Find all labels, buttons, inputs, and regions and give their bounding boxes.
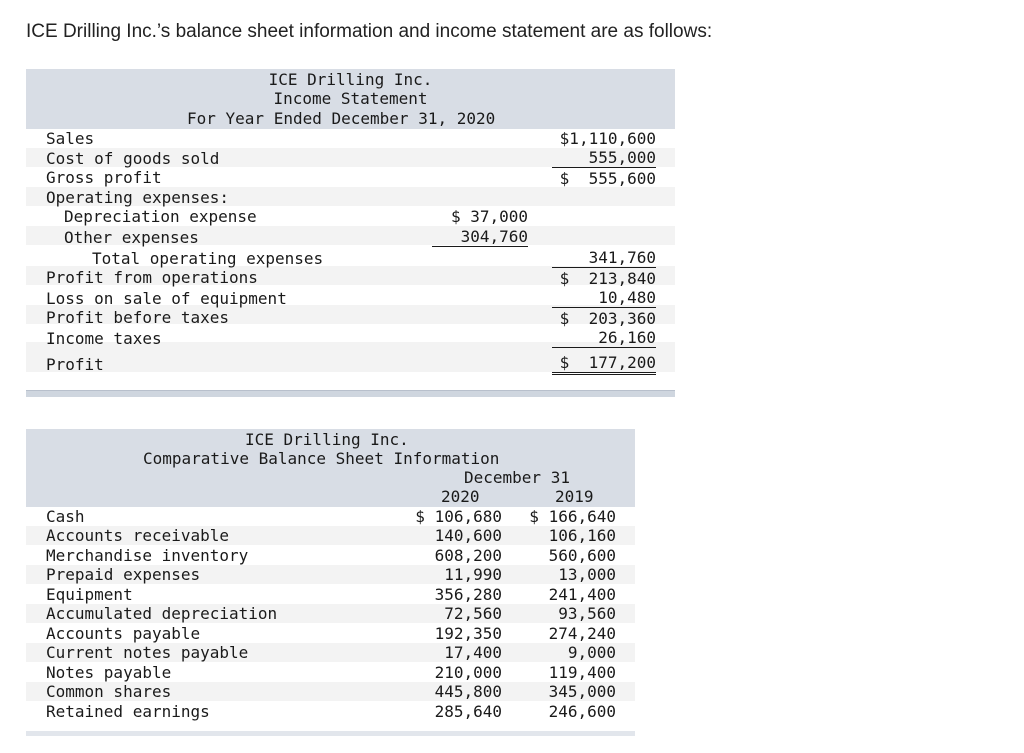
income-ops-amount: $ 213,840 xyxy=(559,269,656,288)
intro-text: ICE Drilling Inc.’s balance sheet information and income statement are as follows: xyxy=(26,21,713,42)
balance-row-2020: 210,000 xyxy=(434,662,502,682)
income-sales-amount: $1,110,600 xyxy=(559,129,656,148)
balance-row-2020: 192,350 xyxy=(434,623,502,643)
balance-row-label: Accounts receivable xyxy=(46,526,230,546)
income-label-dep: Depreciation expense xyxy=(64,207,257,226)
income-label-ops: Profit from operations xyxy=(46,268,258,287)
income-statement xyxy=(26,69,675,385)
balance-row-label: Retained earnings xyxy=(46,701,210,721)
income-label-other: Other expenses xyxy=(64,228,199,247)
income-pbt-amount: $ 203,360 xyxy=(559,309,656,328)
income-title: Income Statement xyxy=(273,89,428,108)
balance-row-label: Cash xyxy=(46,507,85,526)
balance-row-2019: 9,000 xyxy=(567,643,616,663)
balance-row-2019: 241,400 xyxy=(548,584,616,604)
balance-row-2019: 560,600 xyxy=(548,545,616,565)
income-gross-amount: $ 555,600 xyxy=(559,169,656,188)
balance-sheet-footer-bar xyxy=(26,731,635,736)
balance-row-label: Current notes payable xyxy=(46,643,249,663)
income-label-opex: Operating expenses: xyxy=(46,188,230,207)
balance-year-2019: 2019 xyxy=(555,487,594,506)
balance-row-2020: 445,800 xyxy=(434,682,502,702)
balance-row-label: Accounts payable xyxy=(46,623,201,643)
balance-row-label: Notes payable xyxy=(46,662,172,682)
income-period: For Year Ended December 31, 2020 xyxy=(187,109,496,128)
balance-row-2019: 93,560 xyxy=(558,604,616,624)
income-label-tax: Income taxes xyxy=(46,329,162,348)
balance-date-header: December 31 xyxy=(464,468,570,487)
income-other-amount: 304,760 xyxy=(432,227,528,247)
balance-row-2020: 72,560 xyxy=(444,604,502,624)
balance-row-2019: 119,400 xyxy=(548,662,616,682)
balance-row-label: Prepaid expenses xyxy=(46,565,201,585)
income-tax-amount: 26,160 xyxy=(552,328,656,348)
income-total-opex-amount: 341,760 xyxy=(552,248,656,268)
income-label-loss: Loss on sale of equipment xyxy=(46,289,287,308)
balance-row-2019: 274,240 xyxy=(548,623,616,643)
balance-row-2019: 106,160 xyxy=(548,526,616,546)
balance-row-2020: 140,600 xyxy=(434,526,502,546)
income-loss-amount: 10,480 xyxy=(552,288,656,308)
balance-row-2020: 285,640 xyxy=(434,701,502,721)
balance-company-name: ICE Drilling Inc. xyxy=(245,430,409,449)
balance-year-2020: 2020 xyxy=(441,487,480,506)
income-statement-footer-bar xyxy=(26,390,675,397)
balance-row-2020: 11,990 xyxy=(444,565,502,585)
income-label-profit: Profit xyxy=(46,355,104,374)
income-cogs-amount: 555,000 xyxy=(552,148,656,168)
income-label-total-opex: Total operating expenses xyxy=(92,249,324,268)
balance-row-label: Accumulated depreciation xyxy=(46,604,278,624)
balance-row-2020: 356,280 xyxy=(434,584,502,604)
income-dep-amount: $ 37,000 xyxy=(450,207,528,226)
balance-row-2019: 246,600 xyxy=(548,701,616,721)
balance-row-2019: $ 166,640 xyxy=(529,507,616,526)
income-company-name: ICE Drilling Inc. xyxy=(268,70,433,89)
income-profit-amount: $ 177,200 xyxy=(552,353,656,375)
balance-row-label: Merchandise inventory xyxy=(46,545,249,565)
balance-sheet xyxy=(26,429,635,725)
balance-row-2020: $ 106,680 xyxy=(415,507,502,526)
income-label-sales: Sales xyxy=(46,129,95,148)
balance-title: Comparative Balance Sheet Information xyxy=(143,449,500,468)
balance-row-label: Common shares xyxy=(46,682,172,702)
income-label-pbt: Profit before taxes xyxy=(46,308,230,327)
balance-row-label: Equipment xyxy=(46,584,133,604)
balance-row-2019: 13,000 xyxy=(558,565,616,585)
balance-row-2020: 608,200 xyxy=(434,545,502,565)
income-label-cogs: Cost of goods sold xyxy=(46,149,220,168)
balance-row-2020: 17,400 xyxy=(444,643,502,663)
balance-row-2019: 345,000 xyxy=(548,682,616,702)
income-label-gross: Gross profit xyxy=(46,168,162,187)
